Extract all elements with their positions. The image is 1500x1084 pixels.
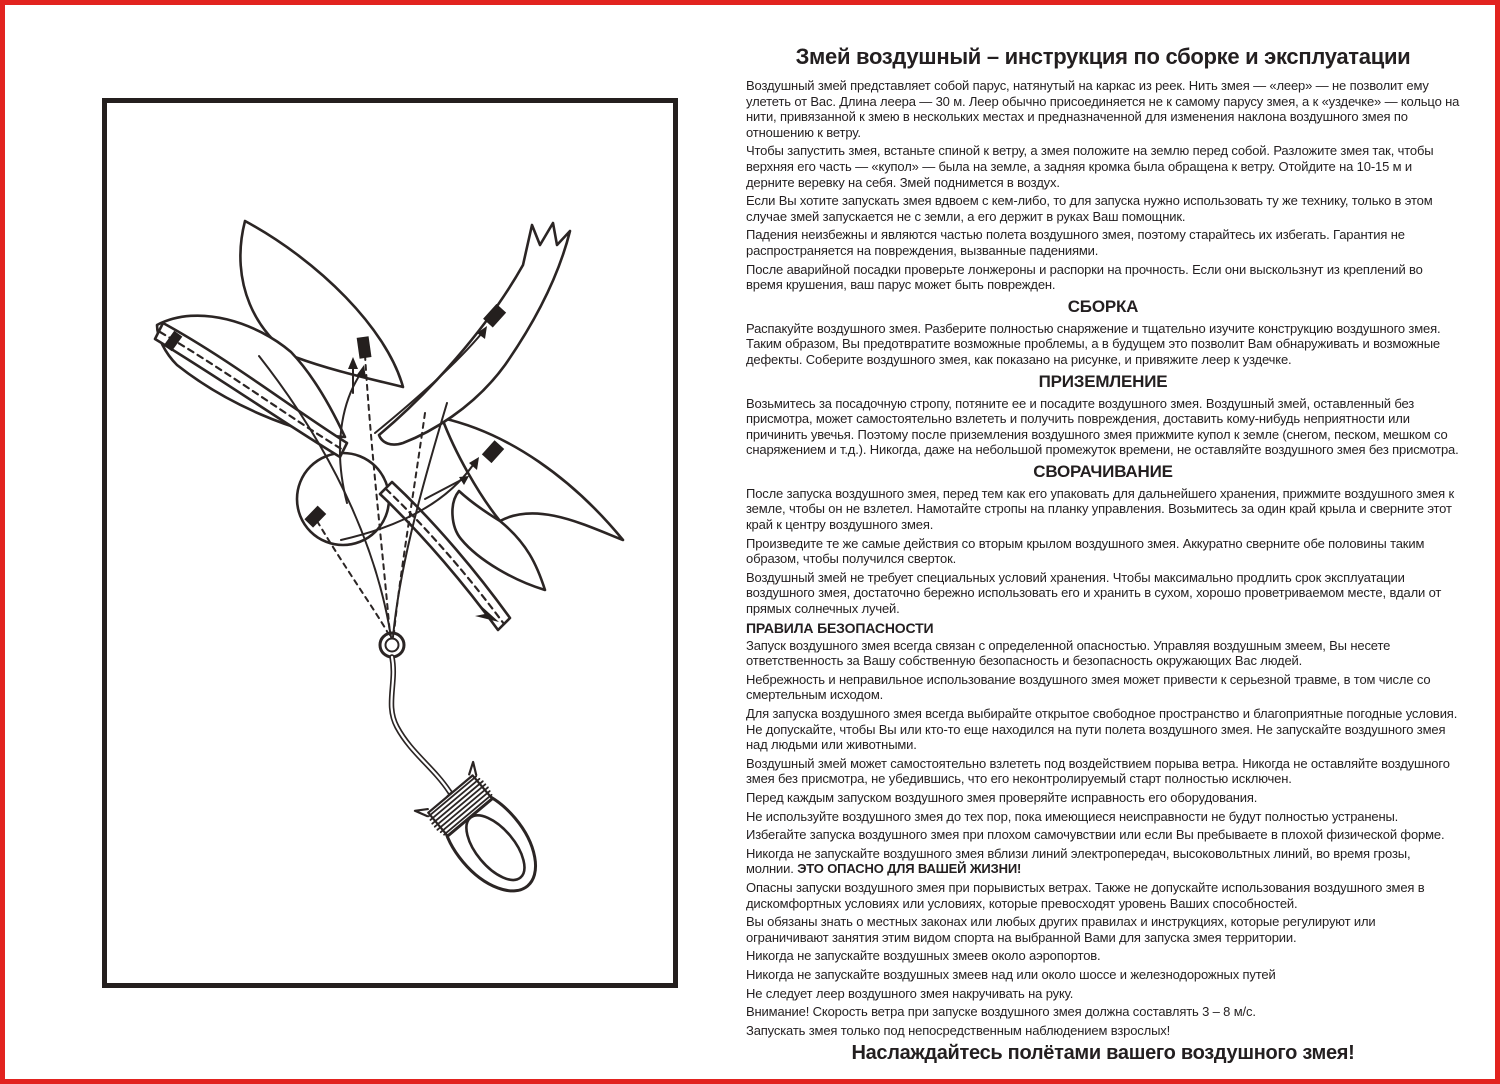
instruction-paragraph: Чтобы запустить змея, встаньте спиной к ветру, а змея положите на землю перед собой. Разложите змея так, чтобы верхняя его часть — «купол» — была на земле, а задняя кромка была обращена к ветру. Отойдите на 10-15 м и дерните веревку на себя. Змей поднимется в воздух.	[746, 143, 1434, 190]
instruction-paragraph: Избегайте запуска воздушного змея при плохом самочувствии или если Вы пребываете в плохой физической форме.	[746, 827, 1445, 843]
section-heading: ПРИЗЕМЛЕНИЕ	[1038, 371, 1168, 391]
page-title: Змей воздушный – инструкция по сборке и эксплуатации	[795, 44, 1411, 69]
instruction-paragraph: Воздушный змей не требует специальных условий хранения. Чтобы максимально продлить срок эксплуатации воздушного змея, достаточно бережно использовать его и хранить в сухом, хорошо проветриваемом месте, вдали от прямых солнечных лучей.	[746, 569, 1442, 617]
kite-diagram-frame	[102, 98, 678, 988]
instruction-paragraph: Никогда не запускайте воздушных змеев около аэропортов.	[746, 948, 1101, 964]
instruction-sections	[746, 78, 1460, 1038]
section-heading: СВОРАЧИВАНИЕ	[1033, 461, 1173, 481]
instruction-paragraph: Запускать змея только под непосредственным наблюдением взрослых!	[746, 1022, 1171, 1038]
kite-sail-wings	[157, 221, 623, 590]
instruction-paragraph: Перед каждым запуском воздушного змея проверяйте исправность его оборудования.	[746, 789, 1258, 805]
instruction-paragraph: Воздушный змей представляет собой парус, натянутый на каркас из реек. Нить змея — «леер» — не позволит ему улететь от Вас. Длина леера — 30 м. Леер обычно присоединяется не к самому парусу змея, а к «уздечке» — кольцо на нити, привязанной к змею в нескольких местах и предназначенной для изменения наклона воздушного змея по отношению к ветру.	[746, 78, 1460, 140]
instruction-paragraph: Внимание! Скорость ветра при запуске воздушного змея должна составлять 3 – 8 м/с.	[746, 1004, 1256, 1020]
instruction-paragraph: Никогда не запускайте воздушных змеев над или около шоссе и железнодорожных путей	[746, 966, 1276, 982]
instruction-paragraph: Для запуска воздушного змея всегда выбирайте открытое свободное пространство и благоприятные погодные условия. Не допускайте, чтобы Вы или кто-то еще находился на пути полета воздушного змея. Не запускайте воздушного змея над людьми или животными.	[746, 706, 1458, 753]
instruction-paragraph: После запуска воздушного змея, перед тем как его упаковать для дальнейшего хранения, прижмите воздушного змея к земле, чтобы он не взлетел. Намотайте стропы на планку управления. Возьмитесь за один край крыла и сверните этот край к центру воздушного змея.	[746, 485, 1454, 533]
instruction-paragraph: Никогда не запускайте воздушного змея вблизи линий электропередач, высоковольтных линий, во время грозы, молнии. ЭТО ОПАСНО ДЛЯ ВАШЕЙ ЖИЗНИ!	[746, 845, 1411, 877]
section-heading: СБОРКА	[1067, 296, 1139, 316]
instruction-paragraph: После аварийной посадки проверьте лонжероны и распорки на прочность. Если они выскользнут из креплений во время крушения, ваш парус может быть поврежден.	[746, 261, 1423, 293]
line-winder-with-string	[415, 762, 557, 910]
section-heading-left: ПРАВИЛА БЕЗОПАСНОСТИ	[746, 619, 934, 636]
danger-warning-text: ЭТО ОПАСНО ДЛЯ ВАШЕЙ ЖИЗНИ!	[797, 861, 1022, 877]
instruction-paragraph: Если Вы хотите запускать змея вдвоем с кем-либо, то для запуска нужно использовать ту же технику, только в этом случае змей запускается не с земли, а его держит в руках Ваш помощник.	[746, 193, 1433, 224]
bridle-ring	[380, 633, 404, 657]
instruction-text-column	[746, 44, 1460, 1069]
instruction-paragraph: Небрежность и неправильное использование воздушного змея может привести к серьезной травме, в том числе со смертельным исходом.	[746, 671, 1431, 703]
instruction-paragraph: Падения неизбежны и являются частью полета воздушного змея, поэтому старайтесь их избегать. Гарантия не распространяется на повреждения, вызванные падениями.	[746, 227, 1405, 258]
instruction-paragraph: Возьмитесь за посадочную стропу, потяните ее и посадите воздушного змея. Воздушный змей, оставленный без присмотра, может самостоятельно взлететь и получить повреждения, доставить кому-нибудь неприятности или причинить увечья. Поэтому после приземления воздушного змея прижмите купол к земле (снегом, песком, мешком со снаряжением и т.д.). Никогда, даже на небольшой промежуток времени, не оставляйте воздушного змея без присмотра.	[746, 395, 1459, 458]
instruction-paragraph: Запуск воздушного змея всегда связан с определенной опасностью. Управляя воздушным змеем, Вы несете ответственность за Вашу собственную безопасность и безопасность окружающих Вас людей.	[746, 637, 1391, 669]
kite-assembly-diagram	[107, 103, 673, 983]
instruction-paragraph: Воздушный змей может самостоятельно взлететь под воздействием порыва ветра. Никогда не оставляйте воздушного змея без присмотра, не убедившись, что его неконтролируемый старт полностью исключен.	[746, 755, 1450, 787]
kite-body-with-forked-tail	[379, 223, 570, 445]
instruction-paragraph: Не используйте воздушного змея до тех пор, пока имеющиеся неисправности не будут полностью устранены.	[746, 808, 1399, 824]
instruction-paragraph: Произведите те же самые действия со вторым крылом воздушного змея. Аккуратно сверните обе половины таким образом, чтобы получился сверток.	[746, 535, 1425, 567]
instruction-paragraph: Не следует леер воздушного змея накручивать на руку.	[746, 985, 1074, 1001]
instruction-paragraph: Распакуйте воздушного змея. Разберите полностью снаряжение и тщательно изучите конструкцию воздушного змея. Таким образом, Вы предотвратите возможные проблемы, а в будущем это позволит Вам обнаруживать и возможные дефекты. Соберите воздушного змея, как показано на рисунке, и привяжите леер к уздечке.	[746, 320, 1441, 367]
instruction-paragraph: Опасны запуски воздушного змея при порывистых ветрах. Также не допускайте использования воздушного змея в дискомфортных условиях или условиях, которые превосходят уровень Ваших способностей.	[746, 879, 1425, 911]
instruction-paragraph: Вы обязаны знать о местных законах или любых других правилах и инструкциях, которые регулируют или ограничивают занятия этим видом спорта на выбранной Вами для запуска змея территории.	[746, 914, 1376, 945]
closing-slogan: Наслаждайтесь полётами вашего воздушного змея!	[851, 1042, 1355, 1065]
